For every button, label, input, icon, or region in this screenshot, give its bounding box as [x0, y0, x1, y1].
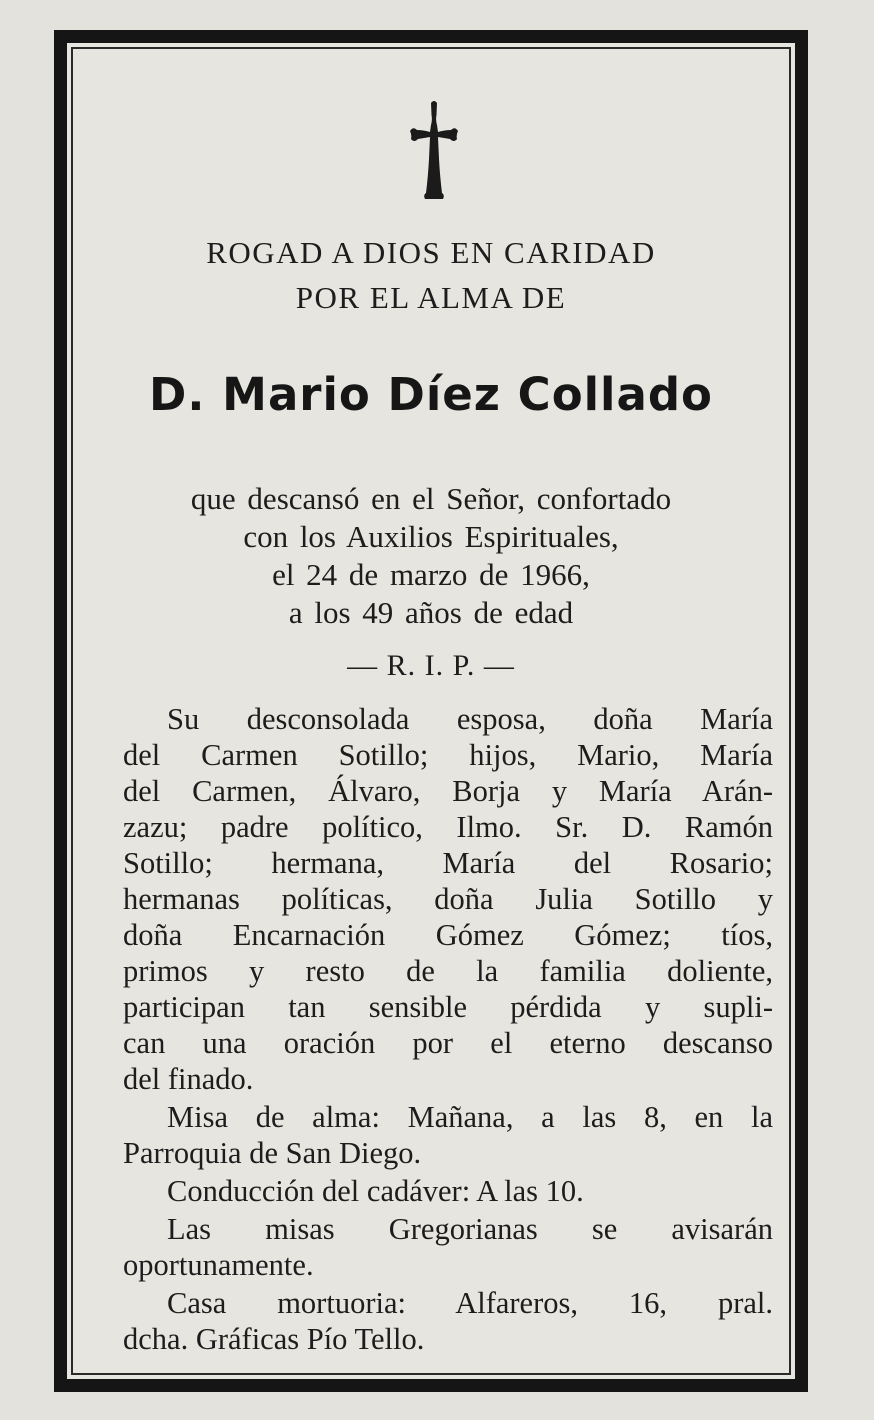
details-age: a los 49 años de edad	[288, 595, 574, 630]
latin-cross-icon	[409, 99, 459, 201]
family-line: can una oración por el eterno descanso	[123, 1026, 773, 1060]
family-line: Su desconsolada esposa, doña María	[167, 702, 773, 736]
family-line: doña Encarnación Gómez Gómez; tíos,	[123, 918, 773, 952]
rip-line: — R. I. P. —	[347, 649, 515, 682]
mass-notice-line1: Misa de alma: Mañana, a las 8, en la	[167, 1100, 773, 1134]
house-notice-line2: dcha. Gráficas Pío Tello.	[123, 1322, 425, 1356]
conduction-notice: Conducción del cadáver: A las 10.	[167, 1174, 584, 1208]
memorial-card	[54, 30, 808, 1392]
gregorian-notice-line1: Las misas Gregorianas se avisarán	[167, 1212, 773, 1246]
details-line1: que descansó en el Señor, confortado	[190, 481, 672, 516]
family-line: del Carmen Sotillo; hijos, Mario, María	[123, 738, 773, 772]
family-line: zazu; padre político, Ilmo. Sr. D. Ramón	[123, 810, 773, 844]
gregorian-notice-line2: oportunamente.	[123, 1248, 314, 1282]
details-line2: con los Auxilios Espirituales,	[243, 519, 619, 554]
family-line: participan tan sensible pérdida y supli-	[123, 990, 773, 1024]
family-line: del finado.	[123, 1062, 254, 1096]
family-line: hermanas políticas, doña Julia Sotillo y	[123, 882, 773, 916]
deceased-name: D. Mario Díez Collado	[149, 368, 713, 421]
prayer-heading-line2: POR EL ALMA DE	[295, 280, 567, 315]
house-notice-line1: Casa mortuoria: Alfareros, 16, pral.	[167, 1286, 773, 1320]
family-line: Sotillo; hermana, María del Rosario;	[123, 846, 773, 880]
mass-notice-line2: Parroquia de San Diego.	[123, 1136, 422, 1170]
family-line: del Carmen, Álvaro, Borja y María Arán-	[123, 774, 773, 808]
family-line: primos y resto de la familia doliente,	[123, 954, 773, 988]
details-date: el 24 de marzo de 1966,	[272, 557, 590, 592]
prayer-heading-line1: ROGAD A DIOS EN CARIDAD	[206, 235, 656, 270]
